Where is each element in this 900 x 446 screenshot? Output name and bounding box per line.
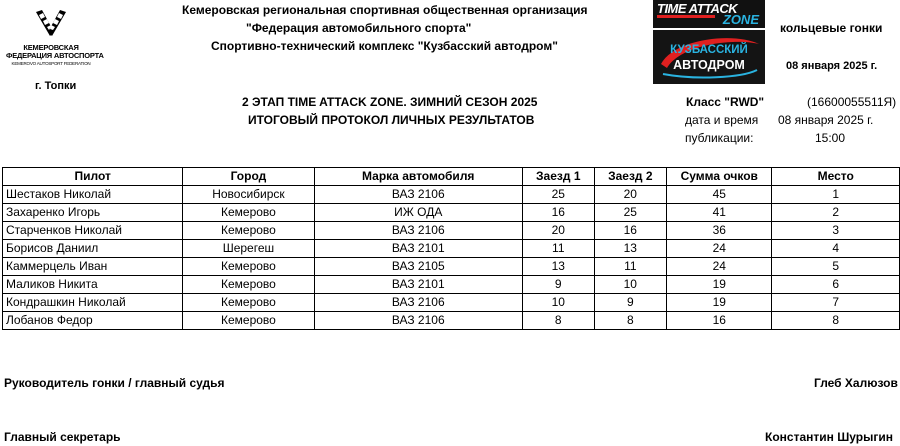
publication-label-1: дата и время [685, 113, 759, 127]
city: г. Топки [35, 80, 77, 92]
cell-run-1: 9 [522, 276, 594, 294]
table-row [3, 312, 900, 330]
event-title: 2 ЭТАП TIME ATTACK ZONE. ЗИМНИЙ СЕЗОН 2025 [242, 95, 538, 109]
cell-pilot: Каммерцель Иван [3, 258, 183, 276]
cell-run-1: 10 [522, 294, 594, 312]
table-header-row [3, 168, 900, 186]
cell-place: 8 [772, 312, 900, 330]
cell-pilot: Борисов Даниил [3, 240, 183, 258]
cell-pilot: Старченков Николай [3, 222, 183, 240]
cell-place: 1 [772, 186, 900, 204]
kz-logo-line1: КУЗБАССКИЙ [670, 44, 748, 56]
cell-pilot: Маликов Никита [3, 276, 183, 294]
cell-car: ВАЗ 2101 [314, 240, 522, 258]
header-date: 08 января 2025 г. [786, 60, 878, 72]
header-city: Город [183, 168, 314, 186]
cell-pilot: Кондрашкин Николай [3, 294, 183, 312]
publication-time: 15:00 [815, 131, 846, 145]
cell-pilot: Шестаков Николай [3, 186, 183, 204]
results-table [2, 167, 900, 330]
table-row [3, 258, 900, 276]
cell-pilot: Захаренко Игорь [3, 204, 183, 222]
cell-place: 4 [772, 240, 900, 258]
cell-pilot: Лобанов Федор [3, 312, 183, 330]
cell-place: 6 [772, 276, 900, 294]
cell-points-sum: 41 [667, 204, 772, 222]
cell-car: ВАЗ 2106 [314, 222, 522, 240]
cell-run-2: 11 [594, 258, 667, 276]
publication-label-2: публикации: [685, 131, 754, 145]
org-line-2: "Федерация автомобильного спорта" [246, 21, 472, 35]
cell-run-1: 16 [522, 204, 594, 222]
time-attack-zone-logo [653, 0, 765, 28]
cell-run-1: 11 [522, 240, 594, 258]
cell-run-2: 16 [594, 222, 667, 240]
cell-points-sum: 45 [667, 186, 772, 204]
header-run-1: Заезд 1 [522, 168, 594, 186]
header-place: Место [772, 168, 900, 186]
cell-run-1: 8 [522, 312, 594, 330]
cell-run-2: 9 [594, 294, 667, 312]
secretary-name: Константин Шурыгин [765, 430, 893, 444]
cell-run-1: 13 [522, 258, 594, 276]
class-label: Класс "RWD" [686, 95, 765, 109]
table-row [3, 240, 900, 258]
cell-car: ВАЗ 2106 [314, 186, 522, 204]
header-points-sum: Сумма очков [667, 168, 772, 186]
class-code: (16600055511Я) [807, 95, 897, 109]
fed-logo-line2: ФЕДЕРАЦИЯ АВТОСПОРТА [6, 51, 104, 60]
cell-car: ВАЗ 2106 [314, 312, 522, 330]
table-row [3, 186, 900, 204]
cell-points-sum: 16 [667, 312, 772, 330]
cell-city: Шерегеш [183, 240, 314, 258]
cell-run-2: 13 [594, 240, 667, 258]
cell-points-sum: 36 [667, 222, 772, 240]
cell-car: ВАЗ 2105 [314, 258, 522, 276]
cell-run-1: 25 [522, 186, 594, 204]
org-line-3: Спортивно-технический комплекс "Кузбасский автодром" [211, 39, 558, 53]
cell-place: 7 [772, 294, 900, 312]
table-row [3, 222, 900, 240]
publication-date: 08 января 2025 г. [778, 113, 874, 127]
cell-city: Кемерово [183, 258, 314, 276]
cell-city: Кемерово [183, 222, 314, 240]
cell-points-sum: 19 [667, 276, 772, 294]
table-row [3, 204, 900, 222]
race-type: кольцевые гонки [780, 21, 883, 35]
judge-name: Глеб Халюзов [814, 376, 898, 390]
kz-logo-line2: АВТОДРОМ [673, 58, 745, 72]
cell-city: Кемерово [183, 204, 314, 222]
cell-car: ИЖ ОДА [314, 204, 522, 222]
ta-logo-line2: ZONE [722, 12, 759, 27]
judge-label: Руководитель гонки / главный судья [4, 376, 225, 390]
fed-logo-line3: KEMEROVO AUTOSPORT FEDERATION [11, 61, 91, 66]
federation-logo [6, 8, 104, 74]
cell-city: Кемерово [183, 312, 314, 330]
header-pilot: Пилот [3, 168, 183, 186]
cell-place: 5 [772, 258, 900, 276]
cell-city: Кемерово [183, 276, 314, 294]
cell-points-sum: 24 [667, 240, 772, 258]
cell-run-2: 8 [594, 312, 667, 330]
table-row [3, 294, 900, 312]
kuzbass-autodrom-logo [653, 30, 765, 84]
org-line-1: Кемеровская региональная спортивная общественная организация [182, 3, 588, 17]
cell-city: Новосибирск [183, 186, 314, 204]
cell-city: Кемерово [183, 294, 314, 312]
cell-run-2: 10 [594, 276, 667, 294]
fed-logo-line1: КЕМЕРОВСКАЯ [23, 43, 79, 52]
secretary-label: Главный секретарь [4, 430, 121, 444]
cell-run-2: 25 [594, 204, 667, 222]
cell-car: ВАЗ 2101 [314, 276, 522, 294]
track-swoosh-icon [655, 34, 763, 80]
checkered-flags-icon [30, 8, 72, 40]
cell-points-sum: 19 [667, 294, 772, 312]
event-subtitle: ИТОГОВЫЙ ПРОТОКОЛ ЛИЧНЫХ РЕЗУЛЬТАТОВ [248, 113, 535, 127]
cell-points-sum: 24 [667, 258, 772, 276]
cell-run-2: 20 [594, 186, 667, 204]
table-row [3, 276, 900, 294]
cell-place: 3 [772, 222, 900, 240]
cell-car: ВАЗ 2106 [314, 294, 522, 312]
header-run-2: Заезд 2 [594, 168, 667, 186]
cell-run-1: 20 [522, 222, 594, 240]
cell-place: 2 [772, 204, 900, 222]
ta-logo-line1: TIME ATTACK [657, 1, 738, 16]
header-car: Марка автомобиля [314, 168, 522, 186]
